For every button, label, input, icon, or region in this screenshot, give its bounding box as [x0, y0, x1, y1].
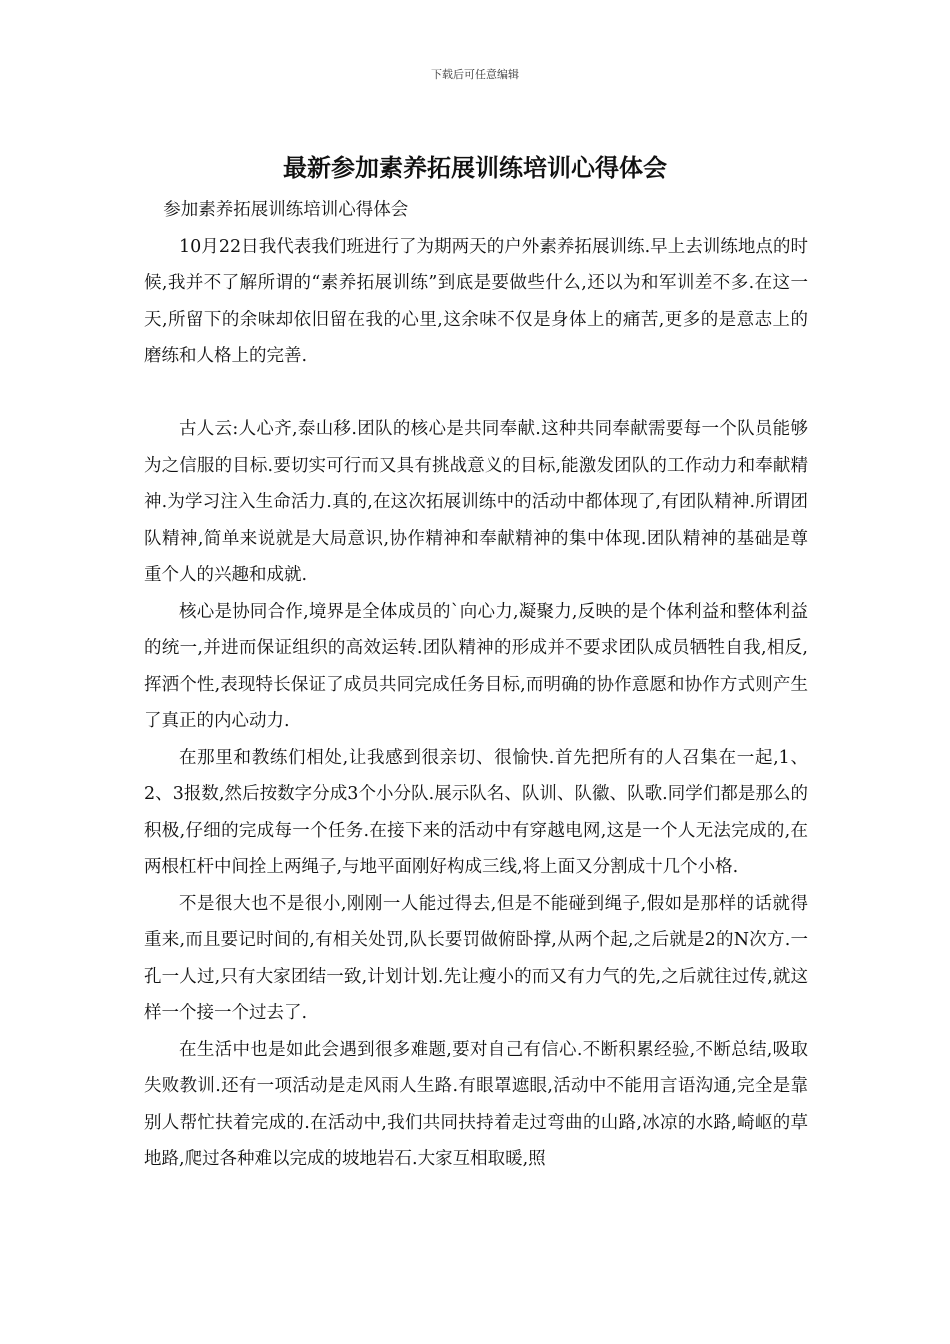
document-body — [144, 192, 808, 1178]
paragraph-1: 10月22日我代表我们班进行了为期两天的户外素养拓展训练.早上去训练地点的时候,我并不了解所谓的“素养拓展训练”到底是要做些什么,还以为和军训差不多.在这一天,所留下的余味却依旧留在我的心里,这余味不仅是身体上的痛苦,更多的是意志上的磨练和人格上的完善. — [144, 236, 808, 366]
paragraph-4: 在那里和教练们相处,让我感到很亲切、很愉快.首先把所有的人召集在一起,1、2、3报数,然后按数字分成3个小分队.展示队名、队训、队徽、队歌.同学们都是那么的积极,仔细的完成每一个任务.在接下来的活动中有穿越电网,这是一个人无法完成的,在两根杠杆中间拴上两绳子,与地平面刚好构成三线,将上面又分割成十几个小格. — [144, 747, 808, 877]
paragraph-5: 不是很大也不是很小,刚刚一人能过得去,但是不能碰到绳子,假如是那样的话就得重来,而且要记时间的,有相关处罚,队长要罚做俯卧撑,从两个起,之后就是2的N次方.一孔一人过,只有大家团结一致,计划计划.先让瘦小的而又有力气的先,之后就往过传,就这样一个接一个过去了. — [144, 893, 808, 1023]
paragraph-3: 核心是协同合作,境界是全体成员的`向心力,凝聚力,反映的是个体利益和整体利益的统一,并进而保证组织的高效运转.团队精神的形成并不要求团队成员牺牲自我,相反,挥洒个性,表现特长保证了成员共同完成任务目标,而明确的协作意愿和协作方式则产生了真正的内心动力. — [144, 601, 808, 731]
document-subtitle: 参加素养拓展训练培训心得体会 — [163, 200, 409, 220]
header-note: 下载后可任意编辑 — [431, 68, 519, 81]
paragraph-2: 古人云:人心齐,泰山移.团队的核心是共同奉献.这种共同奉献需要每一个队员能够为之信服的目标.要切实可行而又具有挑战意义的目标,能激发团队的工作动力和奉献精神.为学习注入生命活力.真的,在这次拓展训练中的活动中都体现了,有团队精神.所谓团队精神,简单来说就是大局意识,协作精神和奉献精神的集中体现.团队精神的基础是尊重个人的兴趣和成就. — [144, 419, 808, 585]
paragraph-6: 在生活中也是如此会遇到很多难题,要对自己有信心.不断积累经验,不断总结,吸取失败教训.还有一项活动是走风雨人生路.有眼罩遮眼,活动中不能用言语沟通,完全是靠别人帮忙扶着完成的.在活动中,我们共同扶持着走过弯曲的山路,冰凉的水路,崎岖的草地路,爬过各种难以完成的坡地岩石.大家互相取暖,照 — [144, 1039, 808, 1169]
document-title: 最新参加素养拓展训练培训心得体会 — [283, 154, 667, 182]
